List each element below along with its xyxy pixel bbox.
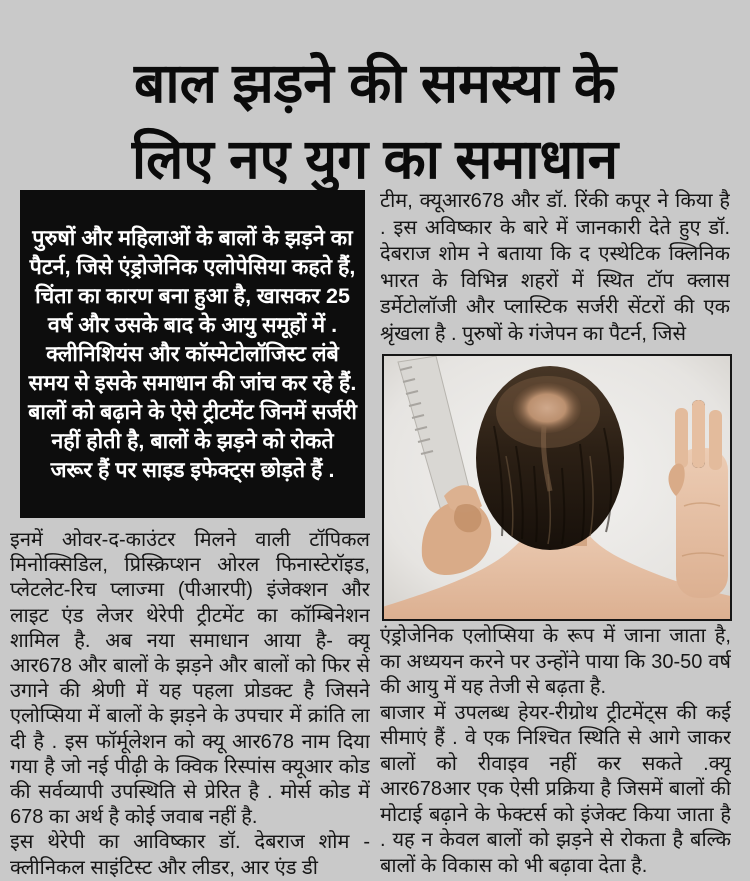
headline-line-1: बाल झड़ने की समस्या के — [134, 51, 616, 114]
bald-head-photo-illustration — [384, 356, 730, 619]
photo-right-hand — [669, 400, 728, 598]
left-column-paragraph-1: इनमें ओवर-द-काउंटर मिलने वाली टॉपिकल मिनोक्सिडिल, प्रिस्क्रिप्शन ओरल फिनास्टेरॉइड, प्लेटलेट-रिच प्लाज्मा (पीआरपी) इंजेक्शन और लाइट एंड लेजर थेरेपी ट्रीटमेंट का कॉम्बिनेशन शामिल है. अब नया समाधान आया है- क्यू आर678 और बालों के झड़ने और बालों को फिर से उगाने की श्रेणी में यह पहला प्रोडक्ट है जिसने एलोप्सिया में बालों के झड़ने के उपचार में क्रांति ला दी है . इस फॉर्मूलेशन को क्यू आर678 नाम दिया गया है जो नई पीढ़ी के क्विक रिस्पांस क्यूआर कोड की सर्वव्यापी उपस्थिति से प्रेरित है . मोर्स कोड में 678 का अर्थ है कोई जवाब नहीं है. — [10, 529, 370, 829]
bald-head-photo — [382, 354, 732, 621]
intro-lead-words: पुरुषों और — [32, 225, 113, 250]
headline-line-2: लिए नए युग का समाधान — [131, 127, 619, 190]
right-column-paragraph-1: टीम, क्यूआर678 और डॉ. रिंकी कपूर ने किया है . इस अविष्कार के बारे में जानकारी देते हुए डॉ. देबराज शोम ने बताया कि द एस्थेटिक क्लिनिक भारत के विभिन्न शहरों में स्थित टॉप क्लास डर्मेटोलॉजी और प्लास्टिक सर्जरी सेंटरों की एक श्रृंखला है . पुरुषों के गंजेपन का पैटर्न, जिसे — [380, 190, 730, 345]
right-column-paragraph-2: एंड्रोजेनिक एलोप्सिया के रूप में जाना जाता है, का अध्ययन करने पर उन्होंने पाया कि 30-50 वर्ष की आयु में यह तेजी से बढ़ता है. — [380, 625, 731, 698]
photo-bald-spot — [513, 383, 581, 433]
right-column-paragraph-3: बाजार में उपलब्ध हेयर-रीग्रोथ ट्रीटमेंट्स की कई सीमाएं हैं . वे एक निश्चित स्थिति से आगे जाकर बालों को रीवाइव नहीं कर सकते .क्यू आर678आर एक ऐसी प्रक्रिया है जिसमें बालों की मोटाई बढ़ाने के फेक्टर्स को इंजेक्ट किया जाता है . यह न केवल बालों को झड़ने से रोकता है बल्कि बालों के विकास को भी बढ़ावा देता है. — [380, 701, 731, 877]
intro-highlight-box — [20, 190, 365, 518]
intro-highlight-text — [28, 224, 357, 485]
intro-body-words: महिलाओं के बालों के झड़ने का पैटर्न, जिसे एंड्रोजेनिक एलोपेसिया कहते हैं, चिंता का कारण बना हुआ है, खासकर 25 वर्ष और उसके बाद के आयु समूहों में . क्लीनिशियंस और कॉस्मेटोलॉजिस्ट लंबे समय से इसके समाधान की जांच कर रहे हैं. बालों को बढ़ाने के ऐसे ट्रीटमेंट जिनमें सर्जरी नहीं होती है, बालों के झड़ने को रोकते जरूर हैं पर साइड इफेक्ट्स छोड़ते हैं . — [28, 225, 357, 482]
left-column-paragraph-2: इस थेरेपी का आविष्कार डॉ. देबराज शोम - क्लीनिकल साइंटिस्ट और लीडर, आर एंड डी — [10, 831, 370, 879]
left-column-text — [10, 528, 370, 881]
right-column-text-top — [380, 188, 730, 352]
right-column-text-bottom — [380, 624, 731, 881]
